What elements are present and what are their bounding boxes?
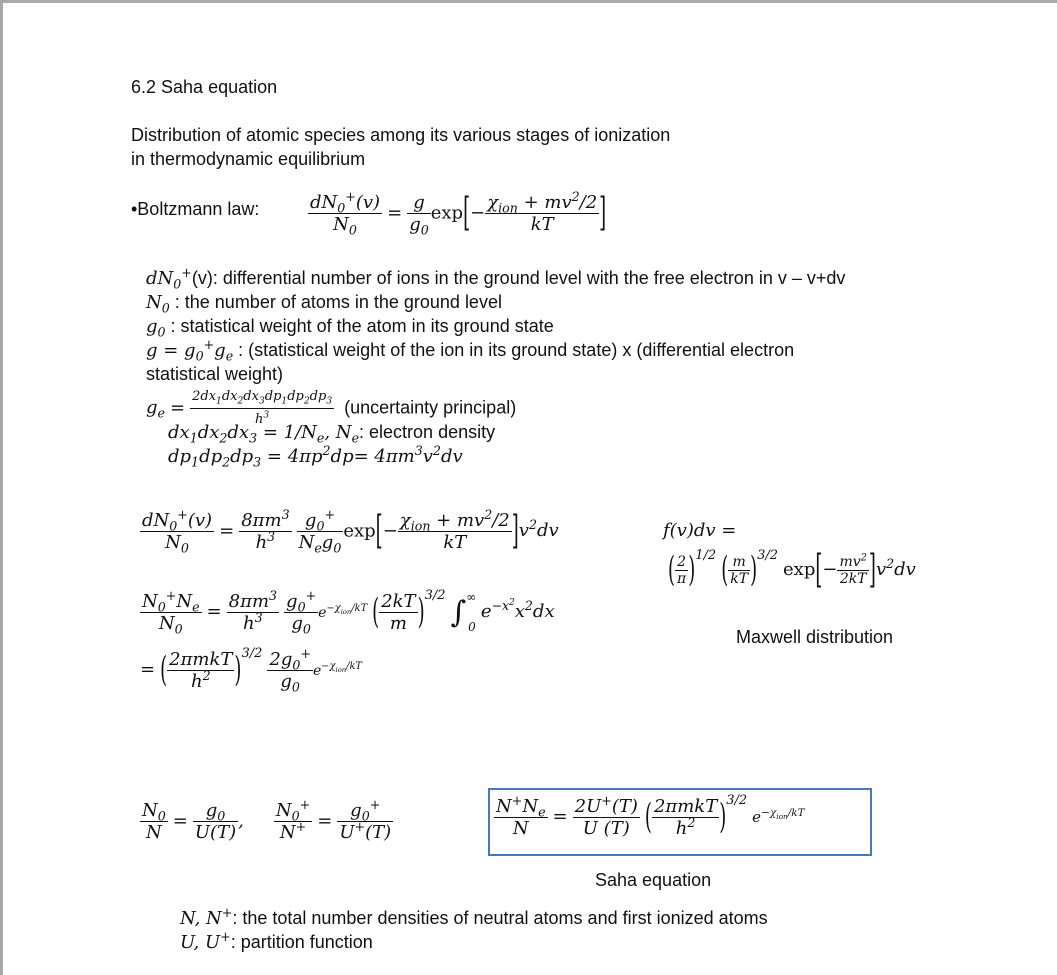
def-ge: $g_e$ = $\frac{2dx_1dx_2dx_3dp_1dp_2dp_3}{h^3}$ (uncertainty principal) <box>146 386 516 431</box>
def-g-cont: statistical weight) <box>146 364 284 384</box>
def-dx: $dx_1dx_2dx_3 = 1/N_e$, $N_e$: electron density <box>168 422 496 446</box>
maxwell-label: Maxwell distribution <box>736 627 894 647</box>
page-border-top <box>0 0 1057 3</box>
intro-line-1: Distribution of atomic species among its various stages of ionization <box>131 125 671 145</box>
section-title: 6.2 Saha equation <box>131 77 278 97</box>
maxwell-formula-line2: ( $\frac{2}{\pi}$ )$^{1/2}$ ( $\frac{m}{kT}$ )$^{3/2}$ exp[− $\frac{mv^2}{2kT}$ ]$v^2dv$ <box>668 547 916 594</box>
integrated-formula: $\frac{N_0^+N_e}{N_0}$ = $\frac{8\pi m^3}{h^3}$ $\frac{g_0^+}{g_0}$ $e^{-\chi_{ion}/kT}$ ( $\frac{2kT}{m}$ )$^{3/2}$ $\int^\infty_0$ $e^{-x^2}x^2dx$ <box>142 587 555 637</box>
maxwell-formula-line1: f(v)dv = <box>663 520 737 541</box>
boltzmann-formula: $\frac{dN_0^+(v)}{N_0}$ = $\frac{g}{g_0}$ exp[− $\frac{\chi_{ion} + mv^2/2}{kT}$ ] <box>310 189 607 238</box>
def-dp: $dp_1dp_2dp_3 = 4\pi p^2dp= 4\pi m^3v^2dv$ <box>168 443 463 470</box>
page-border-left <box>0 0 3 975</box>
partition-relations: $\frac{N_0}{N}$ = $\frac{g_0}{U(T)}$ , $\frac{N_0^+}{N^+}$ = $\frac{g_0^+}{U^+(T)}$ <box>142 797 392 843</box>
intro-line-2: in thermodynamic equilibrium <box>131 149 366 169</box>
footer-line-1: N, N+: the total number densities of neutral atoms and first ionized atoms <box>180 905 768 929</box>
def-g0: $g_0$ : statistical weight of the atom in its ground state <box>146 316 554 340</box>
saha-equation: $\frac{N^+N_e}{N}$ = $\frac{2U^+(T)}{U (T)}$ ( $\frac{\text{2πmkT}}{h^2}$ )$^{3/2}$ $e^{-\chi_{ion}/kT}$ <box>496 792 805 839</box>
footer-line-2: U, U+: partition function <box>180 929 373 953</box>
integrated-result: = ( $\frac{\text{2πmkT}}{h^2}$ )$^{3/2}$ $\frac{2g_0^+}{g_0}$ $e^{-\chi_{ion}/kT}$ <box>140 645 362 695</box>
boltzmann-label: •Boltzmann law: <box>131 199 260 219</box>
saha-label: Saha equation <box>595 870 712 890</box>
def-dN0: $dN_0^+(v)$: differential number of ions in the ground level with the free electron in v – v+dv <box>146 265 846 292</box>
def-N0: $N_0$ : the number of atoms in the ground level <box>146 292 502 316</box>
def-g: $g = g_0^+g_e$ : (statistical weight of the ion in its ground state) x (differential electron <box>146 337 795 364</box>
ion-distribution-formula: $\frac{dN_0^+(v)}{N_0}$ = $\frac{8\pi m^3}{h^3}$ $\frac{g_0^+}{N_eg_0}$ exp[− $\frac{\chi_{ion} + mv^2/2}{kT}$ ]$v^2dv$ <box>142 507 559 556</box>
